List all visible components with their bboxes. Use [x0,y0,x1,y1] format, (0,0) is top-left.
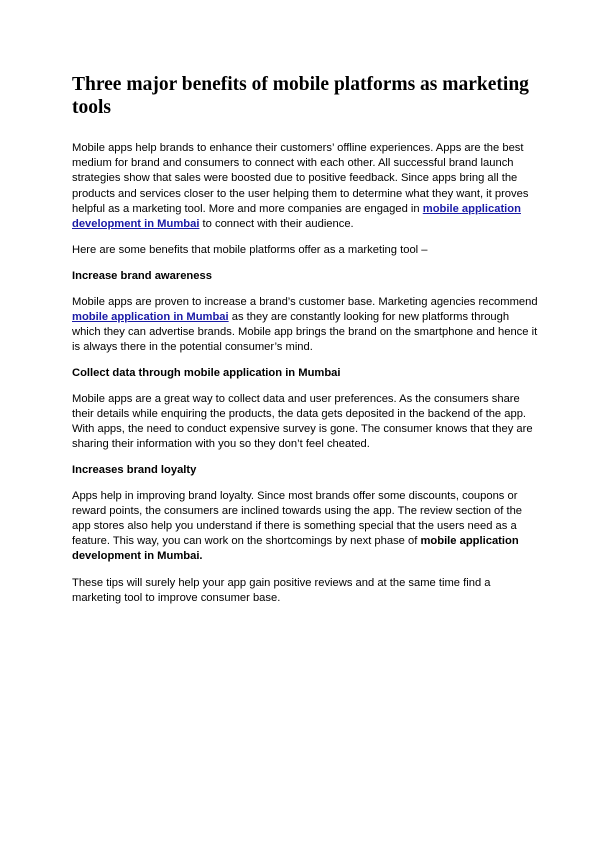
closing-paragraph: These tips will surely help your app gain positive reviews and at the same time find a marketing tool to improve consumer base. [72,576,491,604]
intro-paragraph [72,141,540,232]
brand-awareness-text-after: as they are constantly looking for new platforms through which they can advertise brands. Mobile app brings the brand on the smartphone and hence it is always there in the potential consumer’s mind. [72,310,538,354]
section-heading-collect-data: Collect data through mobile application in Mumbai [72,367,341,380]
brand-awareness-text-before: Mobile apps are proven to increase a brand’s customer base. Marketing agencies recommend [72,295,538,308]
page-title: Three major benefits of mobile platforms as marketing tools [72,74,529,118]
brand-loyalty-bold-text: mobile application development in Mumbai. [72,535,519,563]
section-heading-brand-loyalty: Increases brand loyalty [72,464,197,477]
lead-in-paragraph: Here are some benefits that mobile platforms offer as a marketing tool – [72,244,428,257]
brand-awareness-paragraph [72,295,540,356]
brand-loyalty-paragraph [72,489,540,565]
intro-text-after: to connect with their audience. [199,218,354,231]
brand-loyalty-text: Apps help in improving brand loyalty. Since most brands offer some discounts, coupons or reward points, the consumers are inclined towards using the app. The review section of the app stores also help you understand if there is something special that the users need as a feature. This way, you can work on the shortcomings by next phase of [72,489,523,548]
intro-text-before: Mobile apps help brands to enhance their customers’ offline experiences. Apps are the best medium for brand and consumers to connect with each other. All successful brand launch strategies show that sales were boosted due to positive feedback. Since apps bring all the products and services closer to the user helping them to determine what they want, it proves helpful as a marketing tool. More and more companies are engaged in [72,142,529,215]
mobile-application-mumbai-link[interactable]: mobile application in Mumbai [72,310,229,323]
mobile-app-development-link[interactable]: mobile application development in Mumbai [72,202,521,231]
section-heading-brand-awareness: Increase brand awareness [72,270,212,283]
collect-data-paragraph: Mobile apps are a great way to collect data and user preferences. As the consumers share their details while enquiring the products, the data gets deposited in the backend of the app. With apps, the need to conduct expensive survey is gone. The consumer knows that they are sharing their information with you so they don’t feel cheated. [72,392,533,451]
